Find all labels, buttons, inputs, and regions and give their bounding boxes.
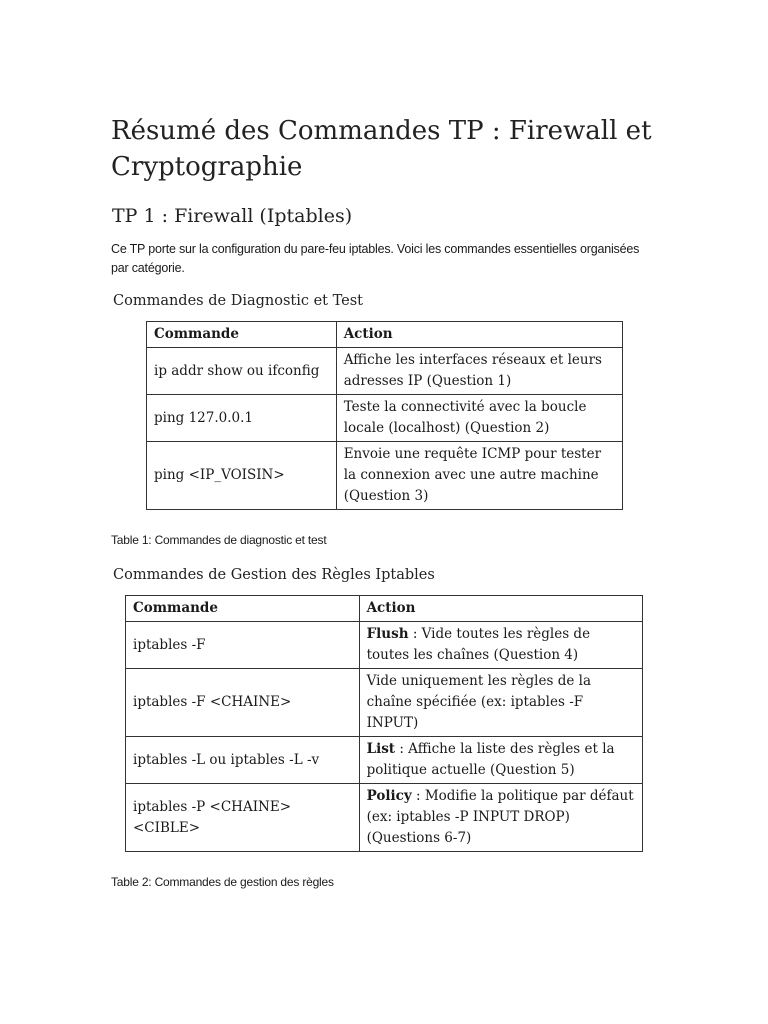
table-row (126, 669, 643, 737)
action-cell: Envoie une requête ICMP pour tester la connexion avec une autre machine (Question 3) (336, 442, 622, 510)
iptables-rules-table (125, 595, 643, 852)
command-cell: ping <IP_VOISIN> (147, 442, 337, 510)
table2-caption: Table 2: Commandes de gestion des règles (111, 875, 334, 889)
document-title: Résumé des Commandes TP : Firewall et Cryptographie (111, 116, 652, 182)
table-header-row (147, 322, 623, 348)
command-cell: iptables -F (126, 622, 360, 669)
command-cell: iptables -P <CHAINE> <CIBLE> (126, 784, 360, 852)
action-text: Vide uniquement les règles de la chaîne spécifiée (ex: iptables -F INPUT) (366, 673, 591, 731)
command-cell: ping 127.0.0.1 (147, 395, 337, 442)
table-row (126, 737, 643, 784)
table-row (126, 784, 643, 852)
command-cell: ip addr show ou ifconfig (147, 348, 337, 395)
section-heading: TP 1 : Firewall (Iptables) (112, 205, 353, 227)
action-cell: Affiche les interfaces réseaux et leurs adresses IP (Question 1) (336, 348, 622, 395)
table1-caption: Table 1: Commandes de diagnostic et test (111, 533, 327, 547)
action-text: : Vide toutes les règles de toutes les chaînes (Question 4) (366, 626, 591, 663)
table1-heading: Commandes de Diagnostic et Test (113, 293, 363, 309)
action-cell: Teste la connectivité avec la boucle locale (localhost) (Question 2) (336, 395, 622, 442)
diagnostic-commands-table (146, 321, 623, 510)
action-keyword: List (366, 741, 396, 757)
action-cell (359, 622, 642, 669)
action-text: : Affiche la liste des règles et la politique actuelle (Question 5) (366, 741, 615, 778)
action-cell (359, 784, 642, 852)
intro-paragraph: Ce TP porte sur la configuration du pare-feu iptables. Voici les commandes essentielles organisées par catégorie. (111, 242, 640, 275)
table-row (126, 622, 643, 669)
action-text: : Modifie la politique par défaut (ex: iptables -P INPUT DROP) (Questions 6-7) (366, 788, 634, 846)
action-cell (359, 737, 642, 784)
column-header-action: Action (359, 596, 642, 622)
table-header-row (126, 596, 643, 622)
column-header-commande: Commande (147, 322, 337, 348)
action-cell (359, 669, 642, 737)
table-row (147, 395, 623, 442)
table-row (147, 442, 623, 510)
action-keyword: Policy (366, 788, 412, 804)
table2-heading: Commandes de Gestion des Règles Iptables (113, 567, 435, 583)
command-cell: iptables -L ou iptables -L -v (126, 737, 360, 784)
column-header-action: Action (336, 322, 622, 348)
action-keyword: Flush (366, 626, 409, 642)
column-header-commande: Commande (126, 596, 360, 622)
table-row (147, 348, 623, 395)
command-cell: iptables -F <CHAINE> (126, 669, 360, 737)
